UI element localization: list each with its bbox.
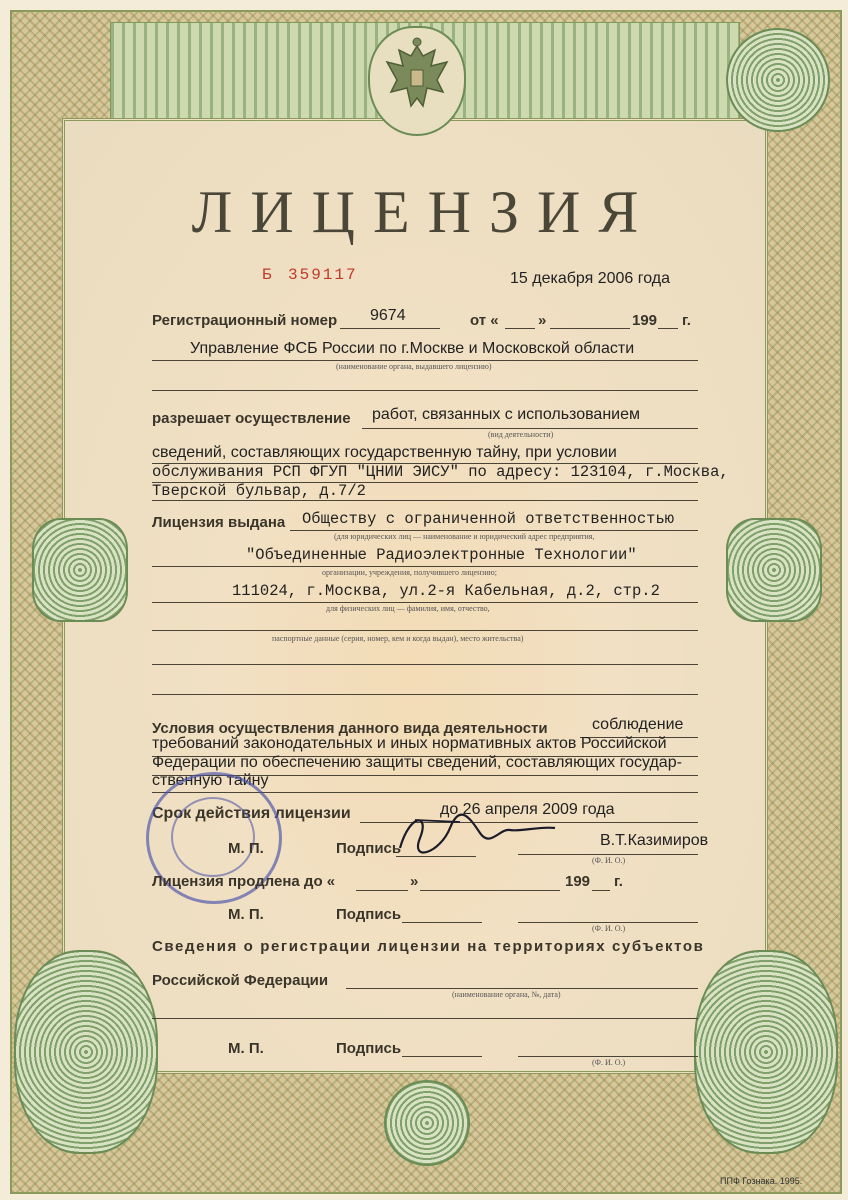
- validity-label: Срок действия лицензии: [152, 805, 351, 822]
- signature-label-2: Подпись: [336, 906, 402, 923]
- reg-number-value: 9674: [370, 307, 406, 324]
- rosette-ornament: [726, 518, 822, 622]
- issue-date: 15 декабря 2006 года: [510, 270, 671, 287]
- fio-caption-1: (Ф. И. О.): [592, 856, 626, 865]
- passport-caption: паспортные данные (серия, номер, кем и когда выдан), место жительства): [272, 634, 524, 643]
- extended-label: Лицензия продлена до «: [152, 873, 336, 890]
- from-day-underline: [505, 328, 535, 329]
- signature-underline-3: [402, 1056, 482, 1057]
- extended-g: г.: [614, 873, 623, 890]
- issuing-body: Управление ФСБ России по г.Москве и Московской области: [190, 340, 635, 357]
- issued-to-line-1: Обществу с ограниченной ответственностью: [302, 510, 675, 528]
- from-label: от «: [470, 312, 499, 329]
- year-g: г.: [682, 312, 691, 329]
- signer-underline: [518, 854, 698, 855]
- from-month-underline: [550, 328, 630, 329]
- fio-caption-3: (Ф. И. О.): [592, 1058, 626, 1067]
- mp-label-3: М. П.: [228, 1040, 264, 1057]
- blank-line: [152, 694, 698, 695]
- registration-underline: [346, 988, 698, 989]
- conditions-line-1: соблюдение: [592, 716, 684, 733]
- extended-year-underline: [592, 890, 610, 891]
- issued-to-underline-3: [152, 602, 698, 603]
- conditions-line-3: Федерации по обеспечению защиты сведений, составляющих государ-: [152, 754, 682, 771]
- conditions-label: Условия осуществления данного вида деятельности: [152, 720, 548, 737]
- bottom-rosette-ornament: [384, 1080, 470, 1166]
- signature-underline-2: [402, 922, 482, 923]
- issued-to-caption-1: (для юридических лиц — наименование и юридический адрес предприятия,: [334, 532, 595, 541]
- conditions-line-2: требований законодательных и иных нормативных актов Российской: [152, 735, 667, 752]
- signature-label-3: Подпись: [336, 1040, 402, 1057]
- double-headed-eagle-emblem: [368, 26, 466, 136]
- fio-underline-3: [518, 1056, 698, 1057]
- blank-line: [152, 1018, 698, 1019]
- signer-name: В.Т.Казимиров: [600, 832, 709, 849]
- reg-number-underline: [340, 328, 440, 329]
- issued-to-line-3: 111024, г.Москва, ул.2-я Кабельная, д.2, стр.2: [232, 582, 660, 600]
- activity-line-1: работ, связанных с использованием: [372, 406, 640, 423]
- document-title: ЛИЦЕНЗИЯ: [191, 179, 657, 245]
- year-underline: [658, 328, 678, 329]
- activity-underline-1: [362, 428, 698, 429]
- reg-number-label: Регистрационный номер: [152, 312, 338, 329]
- extended-year: 199: [565, 873, 591, 890]
- blank-line: [152, 630, 698, 631]
- mp-label-2: М. П.: [228, 906, 264, 923]
- issued-to-underline-1: [290, 530, 698, 531]
- registration-caption: (наименование органа, №, дата): [452, 990, 561, 999]
- issued-to-caption-2: организации, учреждения, получившего лицензию;: [322, 568, 497, 577]
- from-mid: »: [538, 312, 547, 329]
- serial-number: 359117: [288, 266, 358, 284]
- eagle-icon: [377, 36, 457, 126]
- rosette-ornament: [14, 950, 158, 1154]
- fio-caption-2: (Ф. И. О.): [592, 924, 626, 933]
- mp-label-1: М. П.: [228, 840, 264, 857]
- blank-line: [152, 664, 698, 665]
- permits-label: разрешает осуществление: [152, 410, 351, 427]
- conditions-line-4: ственную тайну: [152, 772, 269, 789]
- validity-value: до 26 апреля 2009 года: [440, 801, 615, 818]
- rosette-ornament: [32, 518, 128, 622]
- rosette-ornament: [726, 28, 830, 132]
- issuing-body-caption: (наименование органа, выдавшего лицензию): [336, 362, 492, 371]
- rosette-ornament: [694, 950, 838, 1154]
- registration-line-1: Сведения о регистрации лицензии на территориях субъектов: [152, 938, 705, 955]
- issued-to-line-2: "Объединенные Радиоэлектронные Технологии": [246, 546, 637, 564]
- year-prefix: 199: [632, 312, 658, 329]
- activity-line-2: сведений, составляющих государственную тайну, при условии: [152, 444, 617, 461]
- activity-line-4: Тверской бульвар, д.7/2: [152, 482, 366, 500]
- fio-underline-2: [518, 922, 698, 923]
- activity-caption: (вид деятельности): [488, 430, 554, 439]
- activity-line-3: обслуживания РСП ФГУП "ЦНИИ ЭИСУ" по адресу: 123104, г.Москва,: [152, 463, 729, 481]
- serial-series: Б: [262, 266, 274, 284]
- handwritten-signature: [390, 808, 560, 858]
- extended-mid: »: [410, 873, 419, 890]
- signature-label-1: Подпись: [336, 840, 402, 857]
- extended-day-underline: [356, 890, 408, 891]
- issuing-body-underline: [152, 360, 698, 361]
- issued-to-underline-2: [152, 566, 698, 567]
- activity-underline-4: [152, 500, 698, 501]
- blank-line: [152, 390, 698, 391]
- extended-month-underline: [420, 890, 560, 891]
- printer-imprint: ППФ Гознака. 1995.: [720, 1176, 803, 1186]
- issued-to-caption-3: для физических лиц — фамилия, имя, отчество,: [326, 604, 490, 613]
- issued-to-label: Лицензия выдана: [152, 514, 286, 531]
- registration-line-2: Российской Федерации: [152, 972, 329, 989]
